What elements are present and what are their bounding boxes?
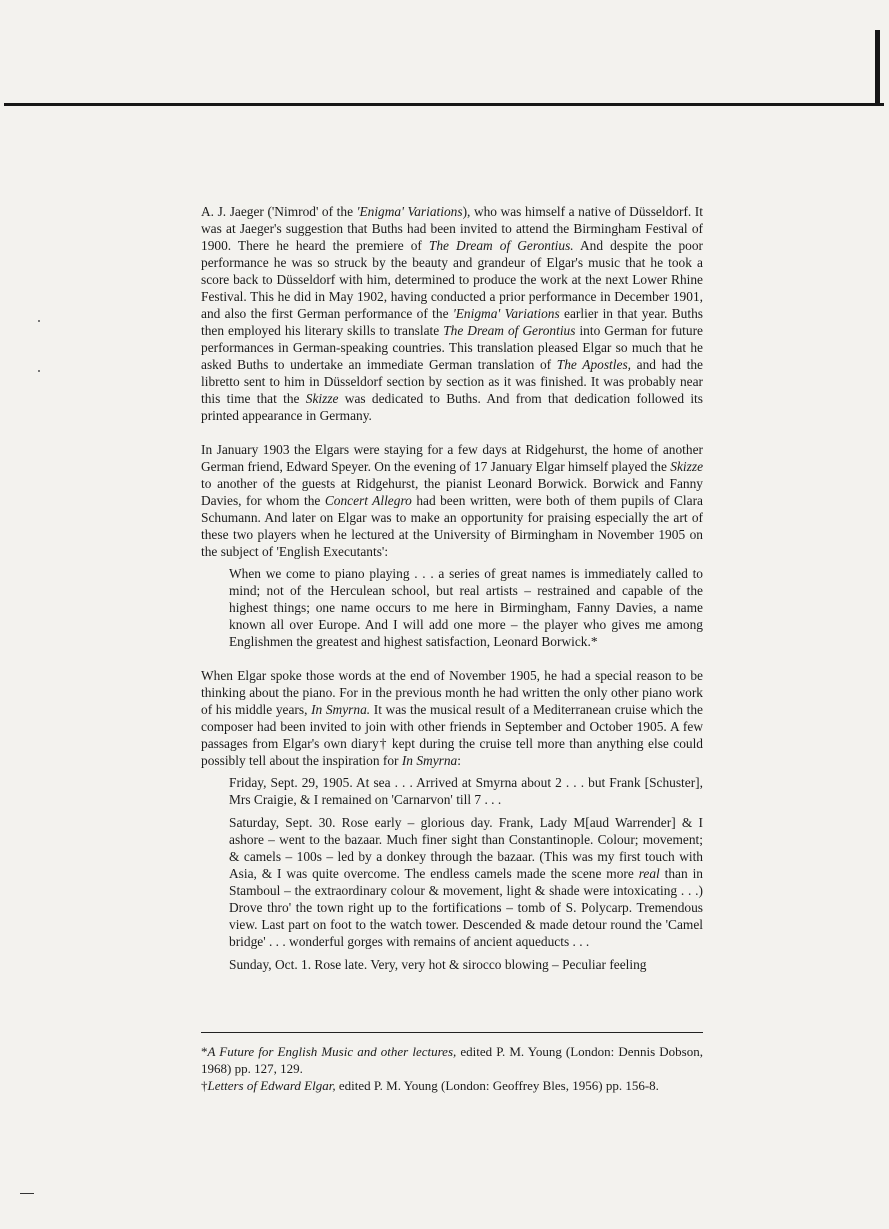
text-run: Sunday, Oct. 1. Rose late. Very, very hot & sirocco blowing – Peculiar feeling bbox=[229, 957, 647, 972]
footnote-asterisk bbox=[201, 1043, 703, 1077]
text-run: Friday, Sept. 29, 1905. At sea . . . Arrived at Smyrna about 2 . . . but Frank [Schuster], Mrs Craigie, & I remained on 'Carnarvon' till 7 . . . bbox=[229, 775, 703, 807]
diary-entry-friday bbox=[229, 774, 703, 808]
page-edge-bar bbox=[875, 30, 880, 106]
text-run: When Elgar spoke those words at the end of November 1905, he had a special reason to be thinking about the piano. For in the previous month he had written the only other piano work of his middle years, bbox=[201, 668, 703, 717]
text-run: to another of the guests at Ridgehurst, the pianist Leonard Borwick. Borwick and Fanny Davies, for whom the bbox=[201, 476, 703, 508]
italic-run: The Apostles, bbox=[556, 357, 632, 372]
italic-run: Skizze bbox=[305, 391, 339, 406]
italic-run: The Dream of Gerontius. bbox=[428, 238, 574, 253]
text-run: into German for future performances in German-speaking countries. This translation pleased Elgar so much that he asked Buths to undertake an immediate German translation of bbox=[201, 323, 703, 372]
text-run: A. J. Jaeger ('Nimrod' of the bbox=[201, 204, 357, 219]
text-run: : bbox=[457, 753, 461, 768]
italic-run: Letters of Edward Elgar, bbox=[207, 1078, 336, 1093]
text-run: † bbox=[201, 1078, 208, 1093]
text-run: than in Stamboul – the extraordinary colour & movement, light & shade were intoxicating . . .) Drove thro' the town right up to the fortifications – tomb of S. Polycarp. Tremendous view. Last part on foot to the watch tower. Descended & made detour round the 'Camel bridge' . . . wonderful gorges with remains of ancient aqueducts . . . bbox=[229, 866, 703, 949]
footnotes bbox=[201, 1043, 703, 1094]
footnote-dagger bbox=[201, 1077, 703, 1094]
paragraph-2 bbox=[201, 441, 703, 560]
italic-run: The Dream of Gerontius bbox=[443, 323, 576, 338]
margin-speck bbox=[38, 370, 40, 372]
italic-run: In Smyrna. bbox=[311, 702, 371, 717]
footnote-rule bbox=[201, 1032, 703, 1033]
diary-entry-sunday bbox=[229, 956, 703, 973]
text-run: And despite the poor performance he was so struck by the beauty and grandeur of Elgar's music that he took a score back to Düsseldorf with him, determined to produce the work at the next Lower Rhine Festival. This he did in May 1902, having conducted a prior performance in December 1901, and also the first German performance of the bbox=[201, 238, 703, 321]
italic-run: A Future for English Music and other lectures, bbox=[207, 1044, 457, 1059]
text-run: ), who was himself a native of Düsseldorf. It was at Jaeger's suggestion that Buths had been invited to attend the Birmingham Festival of 1900. There he heard the premiere of bbox=[201, 204, 703, 253]
body-text bbox=[201, 203, 703, 973]
text-run: and had the libretto sent to him in Düsseldorf section by section as it was finished. It was probably near this time that the bbox=[201, 357, 703, 406]
text-run: Saturday, Sept. 30. Rose early – glorious day. Frank, Lady M[aud Warrender] & I ashore – went to the bazaar. Much finer sight than Constantinople. Colour; movement; & camels – 100s – led by a donkey through the bazaar. (This was my first touch with Asia, & I was quite overcome. The endless camels made the scene more bbox=[229, 815, 703, 881]
text-run: edited P. M. Young (London: Geoffrey Bles, 1956) pp. 156-8. bbox=[335, 1078, 659, 1093]
italic-run: In Smyrna bbox=[401, 753, 458, 768]
paragraph-1 bbox=[201, 203, 703, 424]
lecture-quote bbox=[201, 565, 703, 650]
diary-quote bbox=[201, 774, 703, 973]
margin-dash bbox=[20, 1193, 34, 1194]
margin-speck bbox=[38, 320, 40, 322]
text-run: It was the musical result of a Mediterranean cruise which the composer had been invited to join with other friends in September and October 1905. A few passages from Elgar's own diary† kept during the cruise tell more than anything else could possibly tell about the inspiration for bbox=[201, 702, 703, 768]
italic-run: Concert Allegro bbox=[324, 493, 412, 508]
italic-run: 'Enigma' Variations bbox=[356, 204, 463, 219]
diary-entry-saturday bbox=[229, 814, 703, 950]
header-rule bbox=[4, 103, 884, 106]
quote-paragraph bbox=[229, 565, 703, 650]
text-run: edited P. M. Young (London: Dennis Dobson, 1968) pp. 127, 129. bbox=[201, 1044, 703, 1076]
text-run: * bbox=[201, 1044, 208, 1059]
italic-run: 'Enigma' Variations bbox=[452, 306, 560, 321]
text-run: In January 1903 the Elgars were staying for a few days at Ridgehurst, the home of another German friend, Edward Speyer. On the evening of 17 January Elgar himself played the bbox=[201, 442, 703, 474]
text-run: earlier in that year. Buths then employed his literary skills to translate bbox=[201, 306, 703, 338]
italic-run: Skizze bbox=[670, 459, 704, 474]
text-run: had been written, were both of them pupils of Clara Schumann. And later on Elgar was to make an opportunity for praising especially the art of these two players when he lectured at the University of Birmingham in November 1905 on the subject of 'English Executants': bbox=[201, 493, 703, 559]
text-run: When we come to piano playing . . . a series of great names is immediately called to mind; not of the Herculean school, but real artists – restrained and capable of the highest things; one name occurs to me here in Birmingham, Fanny Davies, a name known all over Europe. And I will add one more – the player who gives me among Englishmen the greatest and highest satisfaction, Leonard Borwick.* bbox=[229, 566, 703, 649]
paragraph-3 bbox=[201, 667, 703, 769]
italic-run: real bbox=[638, 866, 660, 881]
text-run: was dedicated to Buths. And from that dedication followed its printed appearance in Germany. bbox=[201, 391, 703, 423]
